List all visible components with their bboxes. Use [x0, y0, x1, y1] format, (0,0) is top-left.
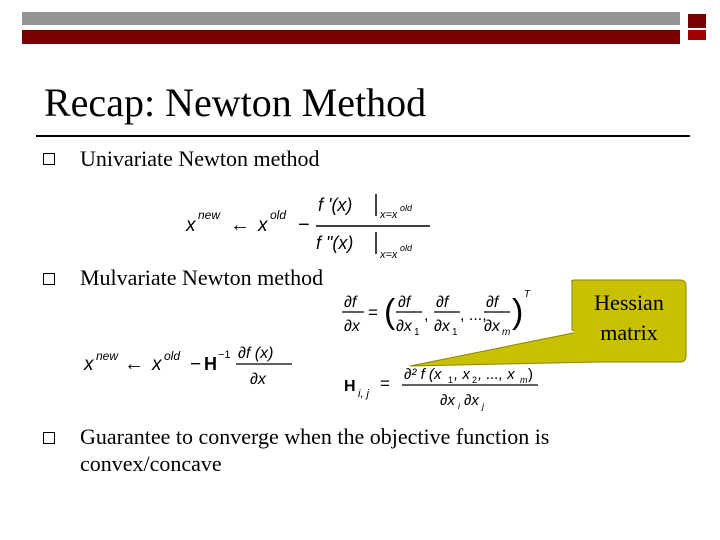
bullet-univariate: Univariate Newton method — [80, 146, 320, 171]
svg-text:, ...,: , ..., — [460, 307, 487, 324]
svg-text:f "(x): f "(x) — [316, 233, 354, 253]
svg-text:old: old — [400, 203, 413, 213]
svg-text:x: x — [152, 354, 162, 375]
bullet-multivariate: Mulvariate Newton method — [80, 265, 324, 290]
svg-text:new: new — [96, 349, 119, 363]
svg-text:H: H — [204, 354, 217, 374]
svg-text:∂² f (x: ∂² f (x — [404, 366, 442, 383]
svg-text:−: − — [190, 354, 202, 375]
svg-text:←: ← — [124, 353, 144, 375]
svg-text:): ) — [528, 366, 533, 383]
svg-text:∂x: ∂x — [434, 318, 450, 335]
svg-text:1: 1 — [414, 327, 420, 338]
svg-text:∂x: ∂x — [484, 318, 500, 335]
svg-text:∂x: ∂x — [396, 318, 412, 335]
bullet-guarantee — [80, 423, 549, 477]
svg-text:∂x: ∂x — [440, 392, 455, 409]
callout-line-1: Hessian — [594, 290, 664, 315]
svg-text:2: 2 — [472, 375, 478, 385]
svg-text:T: T — [524, 289, 531, 300]
svg-text:∂x: ∂x — [250, 371, 266, 388]
svg-text:i: i — [458, 401, 460, 411]
callout-line-2: matrix — [600, 320, 658, 345]
svg-text:∂x: ∂x — [464, 392, 479, 409]
svg-text:x: x — [84, 354, 94, 375]
svg-text:∂f (x): ∂f (x) — [238, 345, 274, 362]
svg-text:): ) — [512, 293, 524, 331]
svg-text:H: H — [344, 378, 356, 395]
svg-text:old: old — [400, 243, 413, 253]
svg-text:−: − — [298, 214, 310, 236]
svg-text:−1: −1 — [218, 349, 231, 361]
svg-text:←: ← — [230, 214, 250, 236]
bullet-guarantee-line-2: convex/concave — [80, 451, 222, 476]
svg-text:1: 1 — [448, 375, 454, 385]
slide-title: Recap: Newton Method — [44, 80, 427, 125]
svg-text:(: ( — [384, 293, 396, 331]
svg-text:=: = — [368, 303, 378, 322]
callout-label — [574, 288, 684, 348]
svg-text:f '(x): f '(x) — [318, 195, 353, 215]
svg-text:m: m — [502, 327, 511, 338]
svg-text:∂f: ∂f — [486, 294, 499, 311]
svg-text:, x: , x — [454, 366, 470, 383]
bullet-icon — [43, 432, 55, 444]
bullet-guarantee-line-1: Guarantee to converge when the objective function is — [80, 424, 550, 449]
svg-text:x=x: x=x — [380, 249, 398, 261]
svg-text:x: x — [258, 215, 268, 236]
svg-text:j: j — [482, 401, 484, 411]
svg-text:∂f: ∂f — [436, 294, 449, 311]
svg-text:m: m — [520, 375, 528, 385]
svg-text:x: x — [186, 215, 196, 236]
svg-text:∂f: ∂f — [398, 294, 411, 311]
svg-text:,: , — [424, 307, 429, 324]
svg-text:i, j: i, j — [358, 388, 369, 400]
svg-text:1: 1 — [452, 327, 458, 338]
svg-text:, ..., x: , ..., x — [478, 366, 515, 383]
svg-text:∂x: ∂x — [344, 318, 360, 335]
svg-text:old: old — [270, 208, 287, 222]
svg-text:x=x: x=x — [380, 209, 398, 221]
svg-text:=: = — [380, 374, 390, 393]
svg-text:new: new — [198, 208, 221, 222]
svg-text:old: old — [164, 349, 181, 363]
svg-text:∂f: ∂f — [344, 294, 357, 311]
